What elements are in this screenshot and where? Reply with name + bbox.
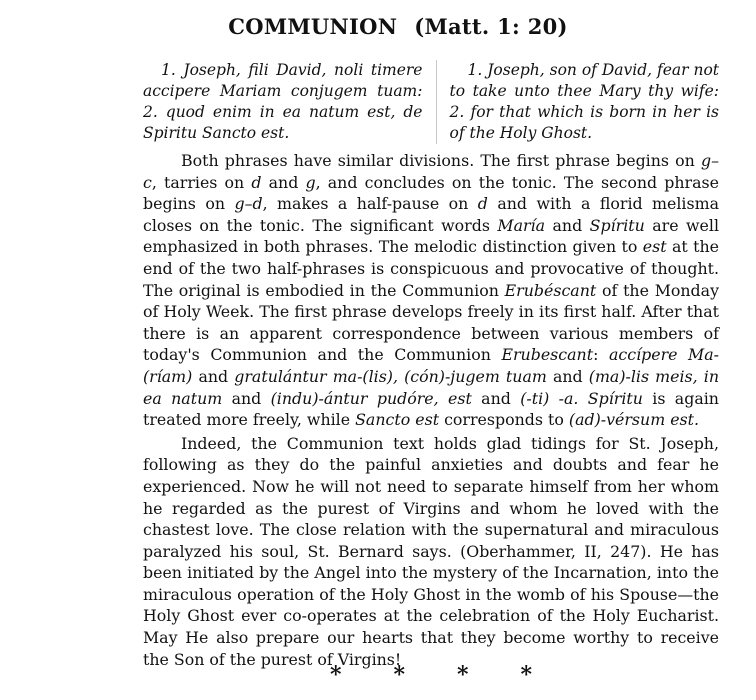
text-run: of the Monday of Holy Week. The first phrase develops freely in its first half. After that there is an apparent correspondence between various members of today's Communion and the Communion — [143, 280, 720, 365]
italic-run: est — [642, 237, 667, 257]
text-run: and — [545, 215, 590, 235]
commentary-body — [143, 150, 719, 670]
text-run: , and concludes on the tonic. The second phrase begins on — [143, 172, 719, 214]
italic-run: g–c — [143, 151, 719, 192]
italic-run: g–d — [234, 194, 263, 214]
section-separator — [143, 662, 719, 688]
latin-verse-text: 1. Joseph, fili David, noli timere accipere Mariam conjugem tuam: 2. quod enim in ea natum est, de Spiritu Sancto est. — [143, 61, 423, 142]
asterism-star: * — [457, 662, 469, 688]
text-run: and — [546, 366, 589, 386]
italic-run: Sancto est — [355, 410, 440, 430]
section-heading — [0, 14, 756, 39]
text-run: , tarries on — [151, 172, 252, 192]
asterism-star: * — [520, 662, 533, 688]
text-run: at the end of the two half-phrases is conspicuous and provocative of thought. The original is embodied in the Communion — [143, 237, 719, 300]
heading-title: COMMUNION — [228, 14, 398, 39]
commentary-paragraph-1 — [143, 150, 719, 431]
italic-run: (-ti) -a. Spíritu — [520, 388, 643, 408]
italic-run: (ad)-vérsum est. — [568, 410, 700, 430]
italic-run: (ma)-lis meis, in ea natum — [143, 366, 720, 408]
text-run: and with a florid melisma closes on the tonic. The significant words — [143, 194, 719, 235]
italic-run: Spíritu — [589, 215, 645, 235]
asterism-star: * — [329, 662, 342, 688]
italic-run: (indu)-ántur pudóre, est — [270, 388, 472, 408]
asterism-star: * — [393, 662, 405, 688]
italic-run: d — [477, 194, 488, 214]
english-verse-text: 1. Joseph, son of David, fear not to take unto thee Mary thy wife: 2. for that which is born in her is of the Holy Ghost. — [449, 61, 720, 142]
text-run: are well emphasized in both phrases. The melodic distinction given to — [143, 215, 720, 257]
italic-run: accípere Ma-(ríam) — [143, 345, 719, 386]
text-run: , makes a half-pause on — [262, 194, 478, 214]
italic-run: Erubéscant — [504, 280, 597, 300]
english-verse-column — [437, 60, 719, 144]
commentary-paragraph-2: Indeed, the Communion text holds glad tidings for St. Joseph, following as they do the painful anxieties and doubts and fear he experienced. Now he will not need to separate himself from her whom he regarded as the purest of Virgins and whom he loved with the chastest love. The close relation with the supernatural and miraculous paralyzed his soul, St. Bernard says. (Oberhammer, II, 247). He has been initiated by the Angel into the mystery of the Incarnation, into the miraculous operation of the Holy Ghost in the womb of his Spouse—the Holy Ghost ever co-operates at the celebration of the Holy Eucharist. May He also prepare our hearts that they become worthy to receive the Son of the purest of Virgins! — [143, 433, 719, 669]
italic-run: g — [305, 172, 316, 192]
text-run: and — [192, 366, 235, 386]
text-run: is again treated more freely, while — [143, 388, 719, 430]
italic-run: Erubescant — [501, 345, 594, 365]
latin-verse-column — [143, 60, 437, 144]
text-run: : — [593, 345, 609, 365]
text-run: and — [261, 172, 306, 192]
heading-scripture-reference: (Matt. 1: 20) — [414, 14, 568, 39]
text-run: and — [222, 388, 271, 408]
italic-run: d — [251, 172, 262, 192]
text-run: corresponds to — [439, 410, 569, 430]
italic-run: gratulántur ma-(lis), (cón)-jugem tuam — [234, 366, 547, 386]
italic-run: María — [497, 215, 546, 235]
text-run: and — [471, 388, 521, 408]
verse-columns — [143, 60, 719, 144]
text-run: Both phrases have similar divisions. The first phrase begins on — [181, 151, 701, 170]
